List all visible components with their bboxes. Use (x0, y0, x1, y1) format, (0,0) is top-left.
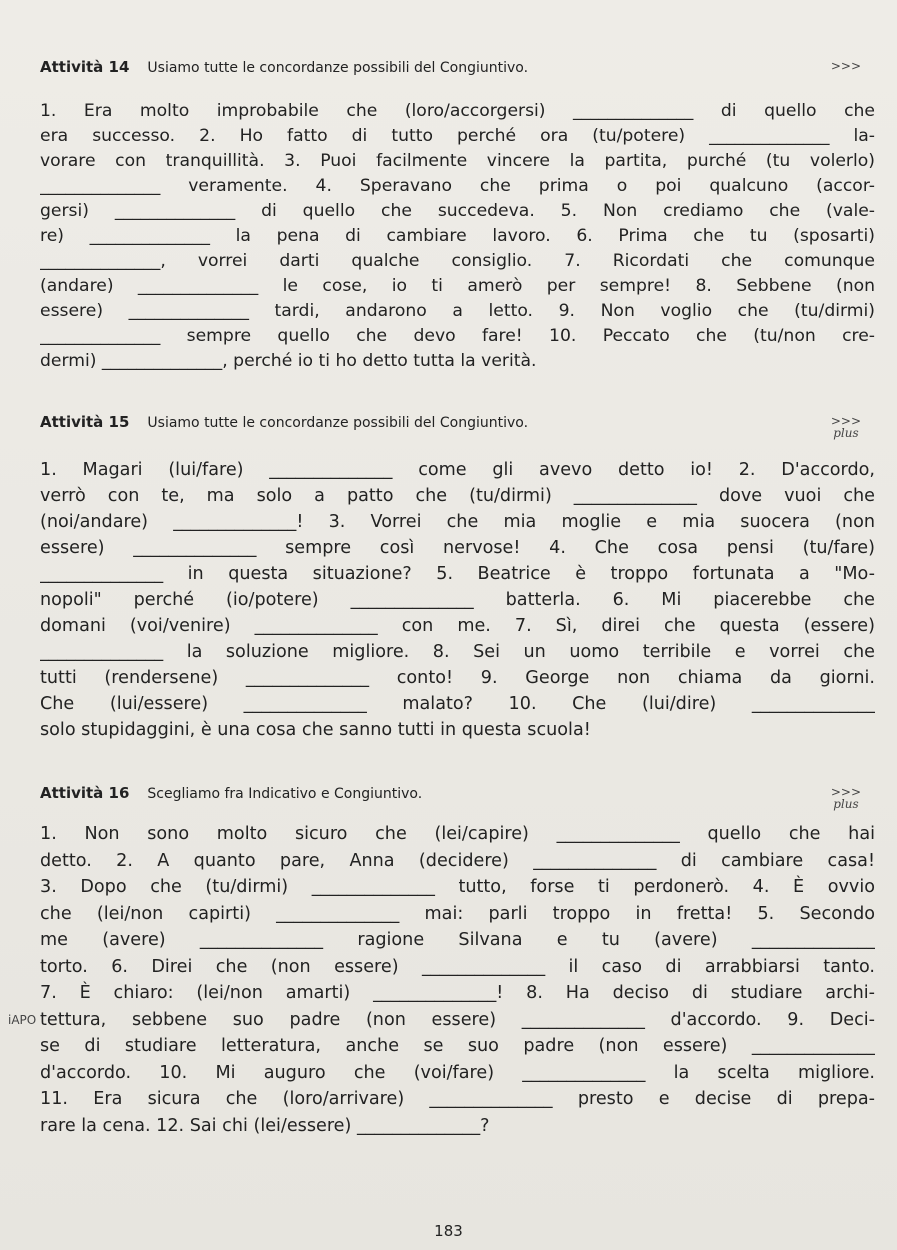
text-line: 1. Non sono molto sicuro che (lei/capire) ______________ quello che hai (40, 824, 875, 844)
text-line: me (avere) ______________ ragione Silvana e tu (avere) ______________ (40, 930, 875, 950)
activity-14-instruction: Usiamo tutte le concordanze possibili del Congiuntivo. (147, 60, 529, 76)
activity-16-text (40, 821, 875, 1139)
text-line: verrò con te, ma solo a patto che (tu/dirmi) ______________ dove vuoi che (40, 486, 875, 506)
text-line: era successo. 2. Ho fatto di tutto perché ora (tu/potere) ______________ la- (40, 126, 875, 146)
activity-14-heading (40, 58, 875, 84)
activity-15-text (40, 457, 875, 743)
text-line: vorare con tranquillità. 3. Puoi facilmente vincere la partita, purché (tu volerlo) (40, 151, 875, 171)
activity-16 (40, 784, 875, 1139)
activity-14-text (40, 99, 875, 374)
text-line: nopoli" perché (io/potere) ______________ batterla. 6. Mi piacerebbe che (40, 590, 875, 610)
text-line: domani (voi/venire) ______________ con me. 7. Sì, direi che questa (essere) (40, 616, 875, 636)
text-line: tutti (rendersene) ______________ conto! 9. George non chiama da giorni. (40, 668, 875, 688)
page-number: 183 (434, 1222, 463, 1240)
activity-14 (40, 58, 875, 374)
margin-note: iAPO (8, 1013, 37, 1027)
text-line: ______________ sempre quello che devo fare! 10. Peccato che (tu/non cre- (40, 326, 875, 346)
text-line: (noi/andare) ______________! 3. Vorrei che mia moglie e mia suocera (non (40, 512, 875, 532)
text-line: essere) ______________ tardi, andarono a letto. 9. Non voglio che (tu/dirmi) (40, 301, 875, 321)
text-line: ______________ in questa situazione? 5. Beatrice è troppo fortunata a "Mo- (40, 564, 875, 584)
text-line: rare la cena. 12. Sai chi (lei/essere) ______________? (40, 1115, 490, 1136)
plus-label: plus (833, 426, 859, 440)
difficulty-marker (831, 786, 861, 810)
text-line: gersi) ______________ di quello che succedeva. 5. Non crediamo che (vale- (40, 201, 875, 221)
activity-15-heading (40, 413, 875, 439)
text-line: dermi) ______________, perché io ti ho detto tutta la verità. (40, 351, 537, 371)
text-line: ______________, vorrei darti qualche consiglio. 7. Ricordati che comunque (40, 251, 875, 271)
text-line: 1. Magari (lui/fare) ______________ come gli avevo detto io! 2. D'accordo, (40, 460, 875, 480)
text-line: 11. Era sicura che (loro/arrivare) ______________ presto e decise di prepa- (40, 1089, 875, 1109)
difficulty-arrows-icon: >>> (830, 59, 861, 73)
difficulty-marker (831, 415, 861, 439)
activity-15 (40, 413, 875, 743)
text-line: torto. 6. Direi che (non essere) ______________ il caso di arrabbiarsi tanto. (40, 956, 875, 977)
text-line: che (lei/non capirti) ______________ mai: parli troppo in fretta! 5. Secondo (40, 903, 875, 924)
text-line: 1. Era molto improbabile che (loro/accorgersi) ______________ di quello che (40, 101, 875, 121)
text-line: ______________ la soluzione migliore. 8. Sei un uomo terribile e vorrei che (40, 642, 875, 662)
activity-14-label: Attività 14 (40, 58, 130, 76)
plus-label: plus (833, 797, 859, 811)
activity-16-heading (40, 784, 875, 810)
text-line: d'accordo. 10. Mi auguro che (voi/fare) ______________ la scelta migliore. (40, 1062, 875, 1083)
text-line: (andare) ______________ le cose, io ti amerò per sempre! 8. Sebbene (non (40, 276, 875, 296)
activity-15-label: Attività 15 (40, 413, 130, 431)
difficulty-arrows-icon: >>> (830, 785, 861, 799)
text-line: Che (lui/essere) ______________ malato? 10. Che (lui/dire) ______________ (40, 694, 875, 714)
difficulty-marker (831, 60, 861, 72)
text-line: re) ______________ la pena di cambiare lavoro. 6. Prima che tu (sposarti) (40, 226, 875, 246)
activity-16-instruction: Scegliamo fra Indicativo e Congiuntivo. (147, 786, 423, 802)
text-line: 3. Dopo che (tu/dirmi) ______________ tutto, forse ti perdonerò. 4. È ovvio (40, 877, 875, 897)
difficulty-arrows-icon: >>> (830, 414, 861, 428)
text-line: se di studiare letteratura, anche se suo padre (non essere) ______________ (40, 1036, 875, 1056)
text-line: essere) ______________ sempre così nervose! 4. Che cosa pensi (tu/fare) (40, 538, 875, 558)
text-line: ______________ veramente. 4. Speravano che prima o poi qualcuno (accor- (40, 176, 875, 196)
text-line: 7. È chiaro: (lei/non amarti) ______________! 8. Ha deciso di studiare archi- (40, 983, 875, 1003)
text-line: detto. 2. A quanto pare, Anna (decidere) ______________ di cambiare casa! (40, 850, 875, 871)
text-line: tettura, sebbene suo padre (non essere) ______________ d'accordo. 9. Deci- (40, 1009, 875, 1030)
activity-16-label: Attività 16 (40, 784, 130, 802)
text-line: solo stupidaggini, è una cosa che sanno tutti in questa scuola! (40, 720, 591, 740)
activity-15-instruction: Usiamo tutte le concordanze possibili del Congiuntivo. (147, 415, 529, 431)
